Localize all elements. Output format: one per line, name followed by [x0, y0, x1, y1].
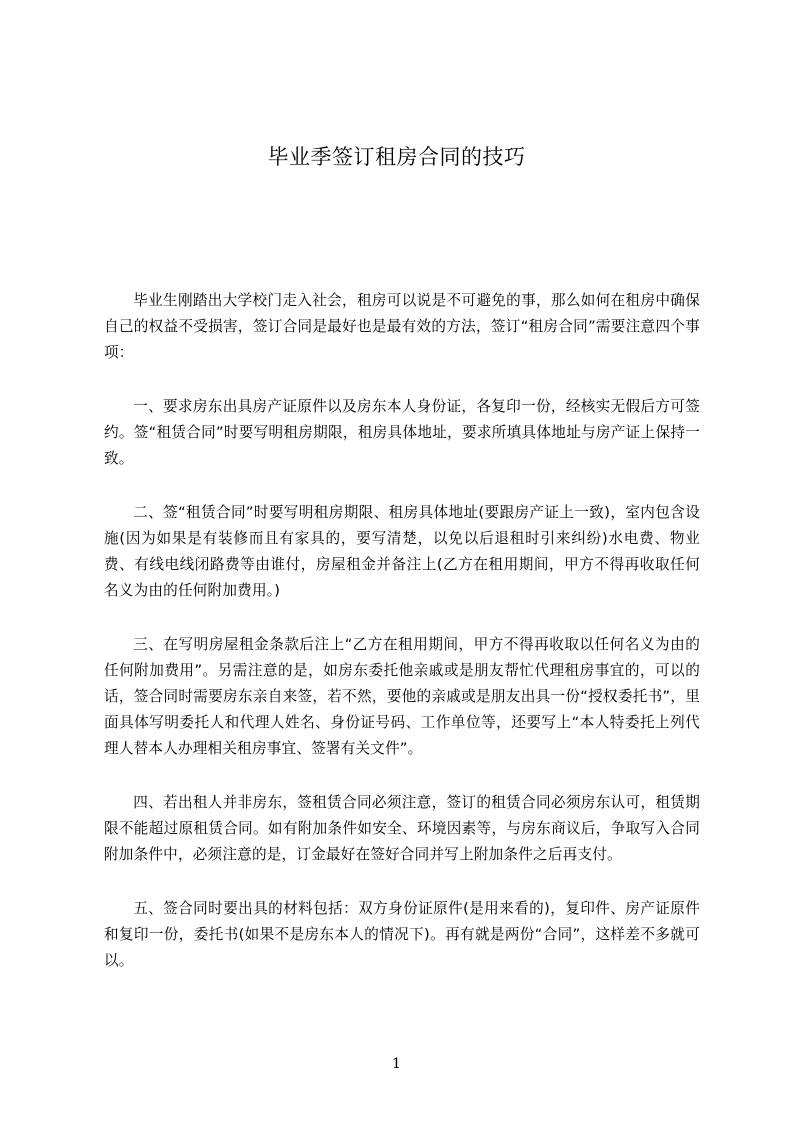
paragraph-item-1: 一、要求房东出具房产证原件以及房东本人身份证，各复印一份，经核实无假后方可签约。签“租赁合同”时要写明租房期限，租房具体地址，要求所填具体地址与房产证上保持一致。 [104, 398, 700, 467]
document-title: 毕业季签订租房合同的技巧 [267, 145, 526, 169]
page-number: 1 [392, 1056, 401, 1072]
paragraph-item-2: 二、签“租赁合同”时要写明租房期限、租房具体地址(要跟房产证上一致)，室内包含设施(因为如果是有装修而且有家具的，要写清楚，以免以后退租时引来纠纷)水电费、物业费、有线电线闭路费等由谁付，房屋租金并备注上(乙方在租用期间，甲方不得再收取任何名义为由的任何附加费用。) [104, 504, 700, 599]
document-body [104, 288, 700, 1002]
paragraph-intro: 毕业生刚踏出大学校门走入社会，租房可以说是不可避免的事，那么如何在租房中确保自己的权益不受损害，签订合同是最好也是最有效的方法，签订“租房合同”需要注意四个事项： [104, 292, 700, 361]
paragraph-item-3: 三、在写明房屋租金条款后注上“乙方在租用期间，甲方不得再收取以任何名义为由的任何附加费用”。另需注意的是，如房东委托他亲戚或是朋友帮忙代理租房事宜的，可以的话，签合同时需要房东亲自来签，若不然，要他的亲戚或是朋友出具一份“授权委托书”，里面具体写明委托人和代理人姓名、身份证号码、工作单位等，还要写上“本人特委托上列代理人替本人办理相关租房事宜、签署有关文件”。 [104, 636, 700, 757]
paragraph-item-5: 五、签合同时要出具的材料包括：双方身份证原件(是用来看的)，复印件、房产证原件和复印一份，委托书(如果不是房东本人的情况下)。再有就是两份“合同”，这样差不多就可以。 [104, 900, 700, 969]
paragraph-item-4: 四、若出租人并非房东，签租赁合同必须注意，签订的租赁合同必须房东认可，租赁期限不能超过原租赁合同。如有附加条件如安全、环境因素等，与房东商议后，争取写入合同附加条件中，必须注意的是，订金最好在签好合同并写上附加条件之后再支付。 [104, 794, 700, 863]
